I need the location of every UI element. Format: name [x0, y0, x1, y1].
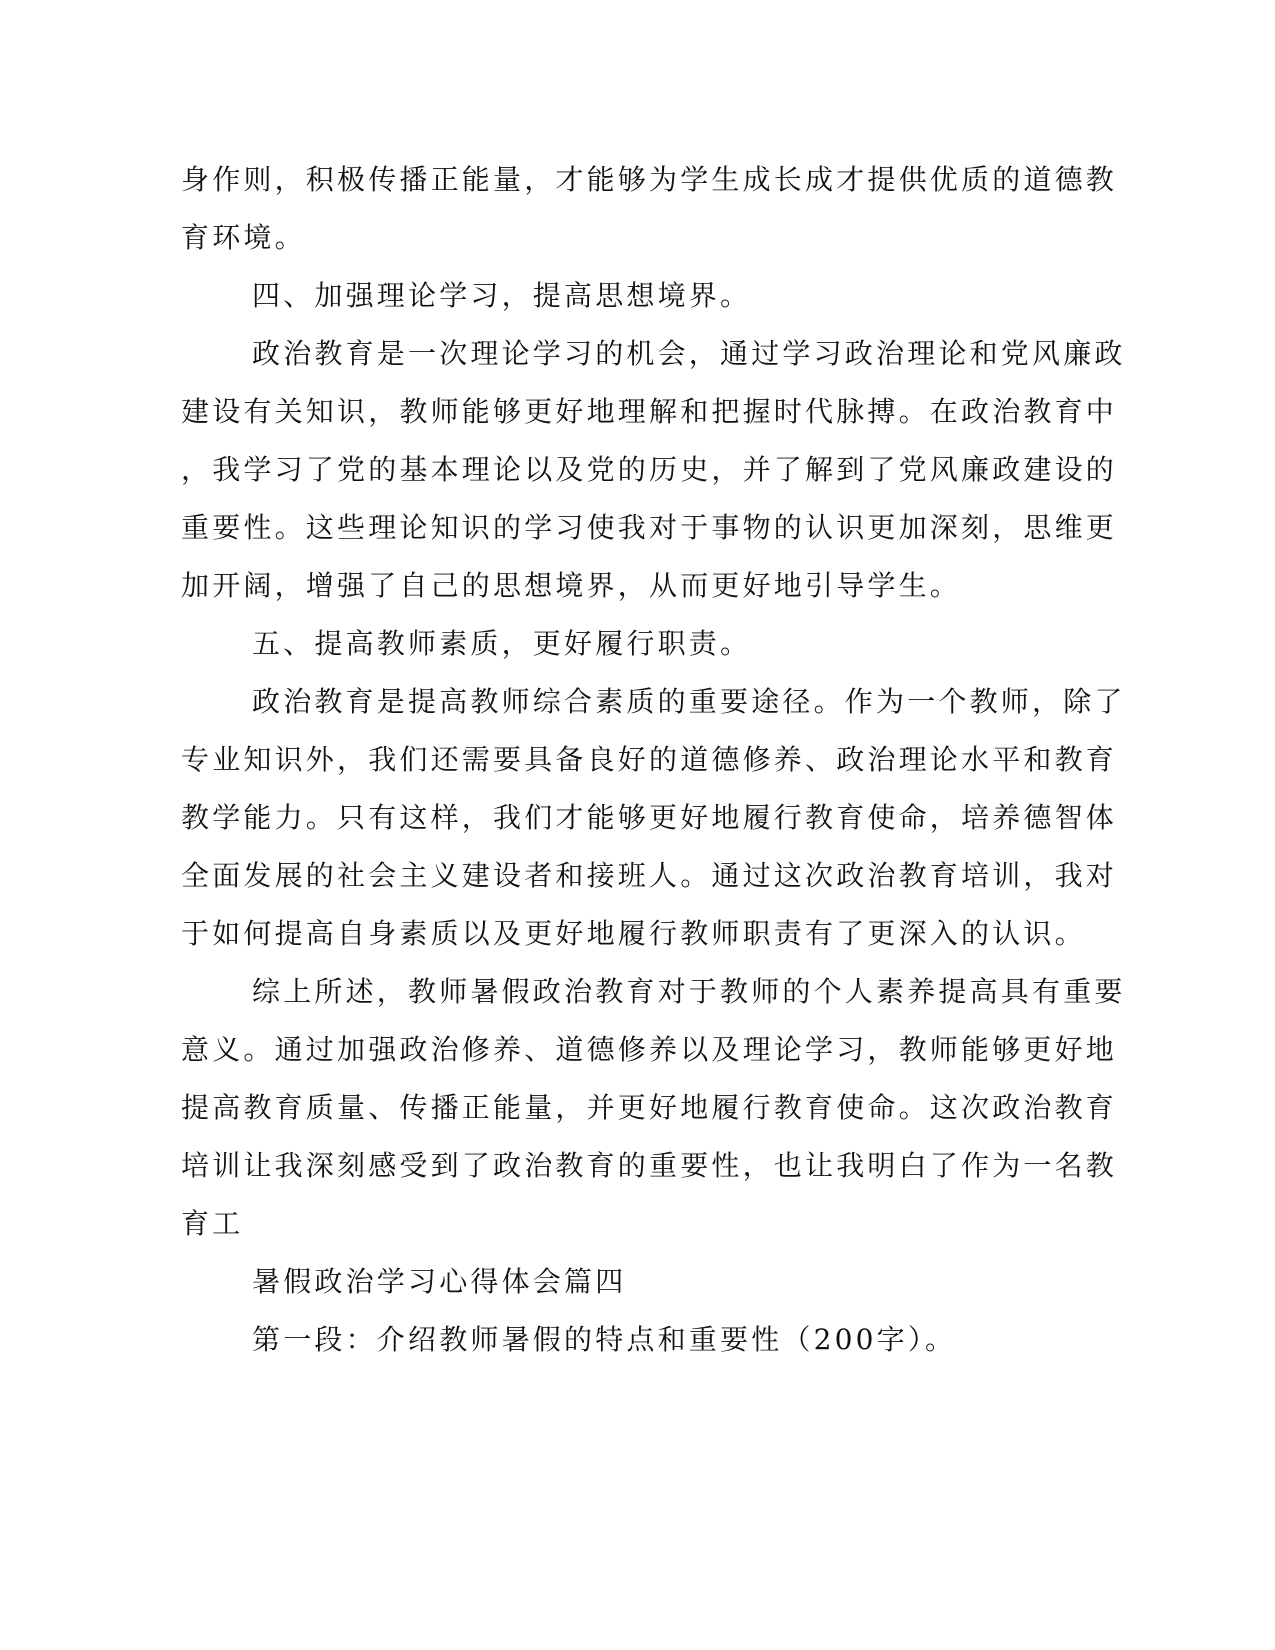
text-line: 第一段：介绍教师暑假的特点和重要性（200字）。 — [252, 1323, 957, 1356]
text-line: 育工 — [181, 1207, 244, 1240]
text-line: 教学能力。只有这样，我们才能够更好地履行教育使命，培养德智体 — [181, 801, 1118, 834]
text-line: 政治教育是提高教师综合素质的重要途径。作为一个教师，除了 — [252, 685, 1126, 718]
text-line: 政治教育是一次理论学习的机会，通过学习政治理论和党风廉政 — [252, 337, 1126, 370]
text-line: 培训让我深刻感受到了政治教育的重要性，也让我明白了作为一名教 — [181, 1149, 1118, 1182]
text-line: 专业知识外，我们还需要具备良好的道德修养、政治理论水平和教育 — [181, 743, 1118, 776]
text-line: 全面发展的社会主义建设者和接班人。通过这次政治教育培训，我对 — [181, 859, 1118, 892]
text-line: 意义。通过加强政治修养、道德修养以及理论学习，教师能够更好地 — [181, 1033, 1118, 1066]
text-line: 加开阔，增强了自己的思想境界，从而更好地引导学生。 — [181, 569, 962, 602]
text-line: 重要性。这些理论知识的学习使我对于事物的认识更加深刻，思维更 — [181, 511, 1118, 544]
text-line: 综上所述，教师暑假政治教育对于教师的个人素养提高具有重要 — [252, 975, 1126, 1008]
text-line: 于如何提高自身素质以及更好地履行教师职责有了更深入的认识。 — [181, 917, 1086, 950]
section-heading: 五、提高教师素质，更好履行职责。 — [252, 627, 752, 660]
section-heading: 四、加强理论学习，提高思想境界。 — [252, 279, 752, 312]
text-line: 提高教育质量、传播正能量，并更好地履行教育使命。这次政治教育 — [181, 1091, 1118, 1124]
text-line: 身作则，积极传播正能量，才能够为学生成长成才提供优质的道德教 — [181, 163, 1118, 196]
text-line: 建设有关知识，教师能够更好地理解和把握时代脉搏。在政治教育中 — [181, 395, 1118, 428]
text-line: 育环境。 — [181, 221, 306, 254]
text-line: ，我学习了党的基本理论以及党的历史，并了解到了党风廉政建设的 — [181, 453, 1118, 486]
article-title: 暑假政治学习心得体会篇四 — [252, 1265, 627, 1298]
